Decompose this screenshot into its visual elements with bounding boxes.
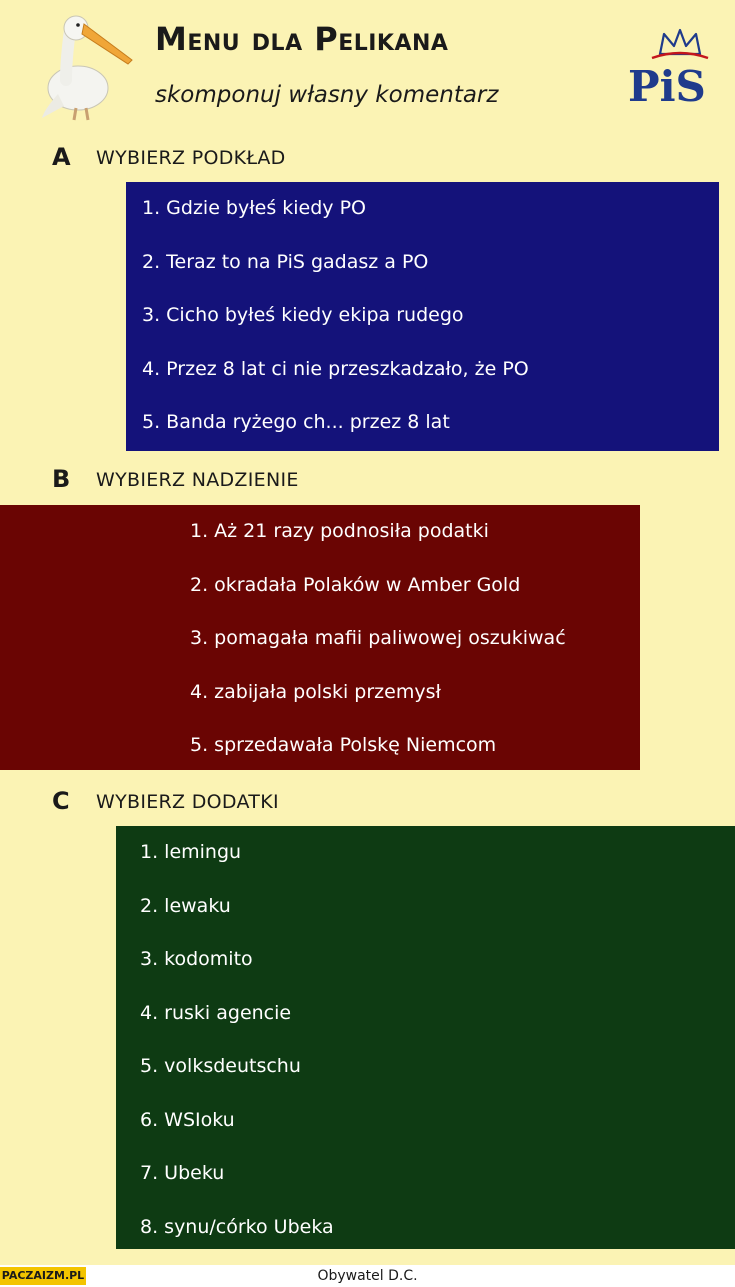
list-item: 1. lemingu	[140, 841, 242, 863]
list-item: 3. kodomito	[140, 948, 253, 970]
section-c-title: WYBIERZ DODATKI	[96, 791, 279, 813]
list-item: 6. WSIoku	[140, 1108, 235, 1131]
list-item: 5. Banda ryżego ch... przez 8 lat	[142, 411, 450, 433]
list-item: 2. okradała Polaków w Amber Gold	[190, 573, 521, 596]
section-b-box	[0, 505, 640, 770]
list-item: 3. Cicho byłeś kiedy ekipa rudego	[142, 304, 464, 326]
list-item: 2. Teraz to na PiS gadasz a PO	[142, 250, 429, 273]
list-item: 1. Aż 21 razy podnosiła podatki	[190, 520, 489, 542]
page-subtitle: skomponuj własny komentarz	[155, 82, 499, 108]
page-title: Menu dla Pelikana	[155, 20, 449, 58]
list-item: 1. Gdzie byłeś kiedy PO	[142, 197, 366, 219]
list-item: 5. sprzedawała Polskę Niemcom	[190, 734, 497, 756]
watermark-badge: PACZAIZM.PL	[0, 1267, 86, 1285]
section-a-title: WYBIERZ PODKŁAD	[96, 147, 286, 169]
list-item: 3. pomagała mafii paliwowej oszukiwać	[190, 627, 566, 649]
list-item: 8. synu/córko Ubeka	[140, 1215, 334, 1238]
section-c-box	[116, 826, 735, 1249]
party-logo: PiS	[628, 62, 706, 111]
list-item: 5. volksdeutschu	[140, 1055, 301, 1077]
list-item: 4. Przez 8 lat ci nie przeszkadzało, że PO	[142, 357, 529, 380]
author-credit: Obywatel D.C.	[317, 1268, 418, 1284]
list-item: 2. lewaku	[140, 894, 231, 917]
list-item: 4. zabijała polski przemysł	[190, 680, 441, 703]
pelican-icon	[36, 10, 136, 122]
list-item: 7. Ubeku	[140, 1162, 225, 1184]
list-item: 4. ruski agencie	[140, 1001, 292, 1024]
crown-icon	[650, 22, 710, 62]
section-b-letter: B	[52, 465, 71, 493]
section-c-letter: C	[52, 787, 70, 815]
section-b-title: WYBIERZ NADZIENIE	[96, 469, 299, 491]
section-a-letter: A	[52, 143, 71, 171]
section-a-box	[126, 182, 719, 451]
